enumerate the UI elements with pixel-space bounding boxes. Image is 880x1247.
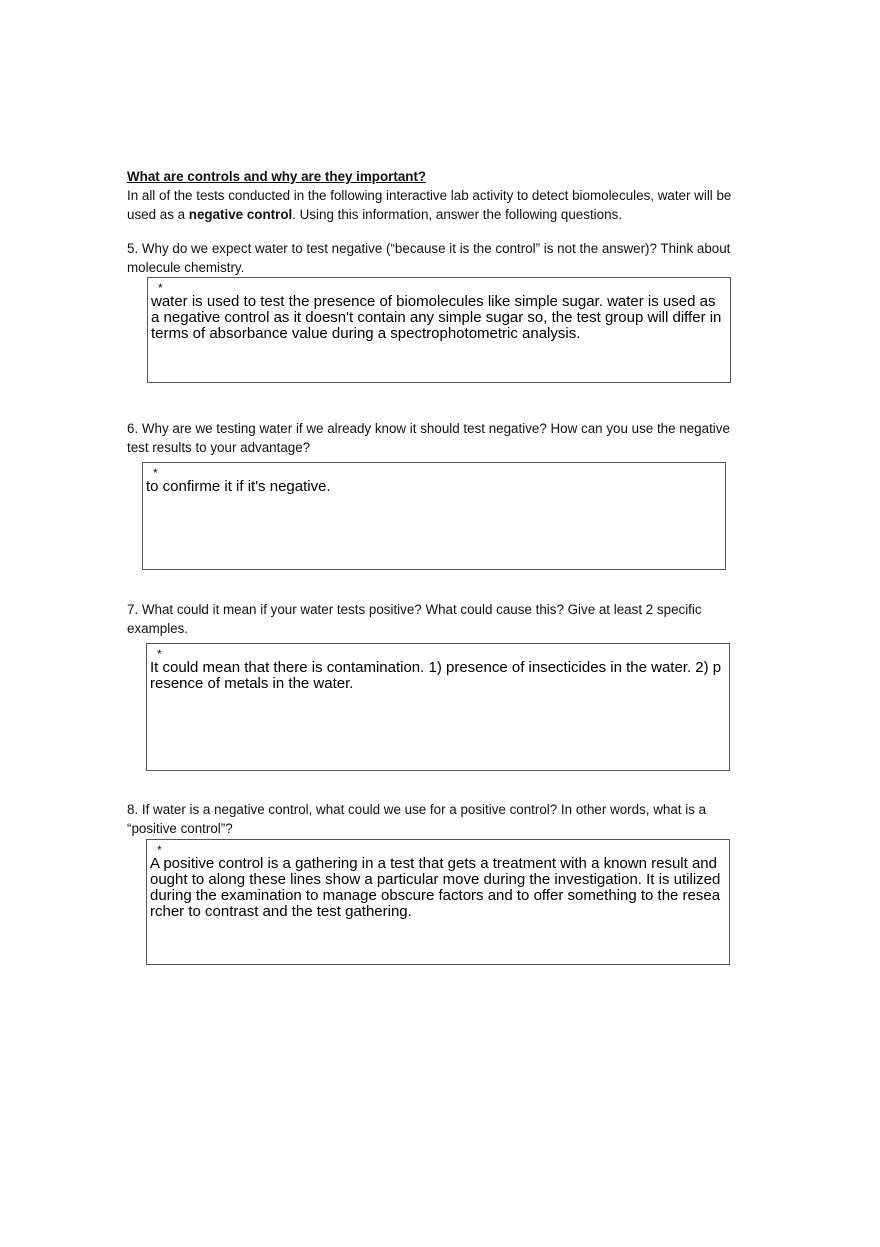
intro-text-start: In all of the tests conducted in the following interactive lab activity to detect biomolecules, water will be used as a (127, 188, 732, 222)
question-8-prompt: 8. If water is a negative control, what could we use for a positive control? In other words, what is a “positive control”? (127, 802, 707, 836)
question-8-answer-text: A positive control is a gathering in a test that gets a treatment with a known result and ought to along these lines show a particular move during the investigation. It is utilized during the examination to manage obscure factors and to offer something to the researcher to contrast and the test gathering. (150, 855, 721, 920)
question-8-answer-field[interactable] (146, 839, 730, 965)
section-heading: What are controls and why are they important? (127, 169, 427, 184)
question-6-prompt: 6. Why are we testing water if we already know it should test negative? How can you use the negative test results to your advantage? (127, 421, 730, 455)
negative-control-term: negative control (188, 207, 293, 222)
question-6-answer-field[interactable] (142, 462, 726, 570)
required-marker: * (153, 466, 158, 480)
required-marker: * (157, 843, 162, 857)
question-5-prompt: 5. Why do we expect water to test negative (“because it is the control” is not the answer)? Think about molecule chemistry. (127, 241, 731, 275)
intro-text-end: . Using this information, answer the following questions. (292, 207, 622, 222)
intro-section (127, 167, 752, 224)
question-7-answer-text: It could mean that there is contamination. 1) presence of insecticides in the water. 2) presence of metals in the water. (150, 659, 722, 692)
question-6-answer-text: to confirme it if it's negative. (146, 478, 331, 495)
question-5-answer-field[interactable] (147, 277, 731, 383)
question-5-answer-text: water is used to test the presence of biomolecules like simple sugar. water is used as a negative control as it doesn't contain any simple sugar so, the test group will differ in terms of absorbance value during a spectrophotometric analysis. (151, 293, 722, 342)
required-marker: * (158, 281, 163, 295)
question-7-answer-field[interactable] (146, 643, 730, 771)
question-7-prompt: 7. What could it mean if your water tests positive? What could cause this? Give at least 2 specific examples. (127, 602, 702, 636)
required-marker: * (157, 647, 162, 661)
